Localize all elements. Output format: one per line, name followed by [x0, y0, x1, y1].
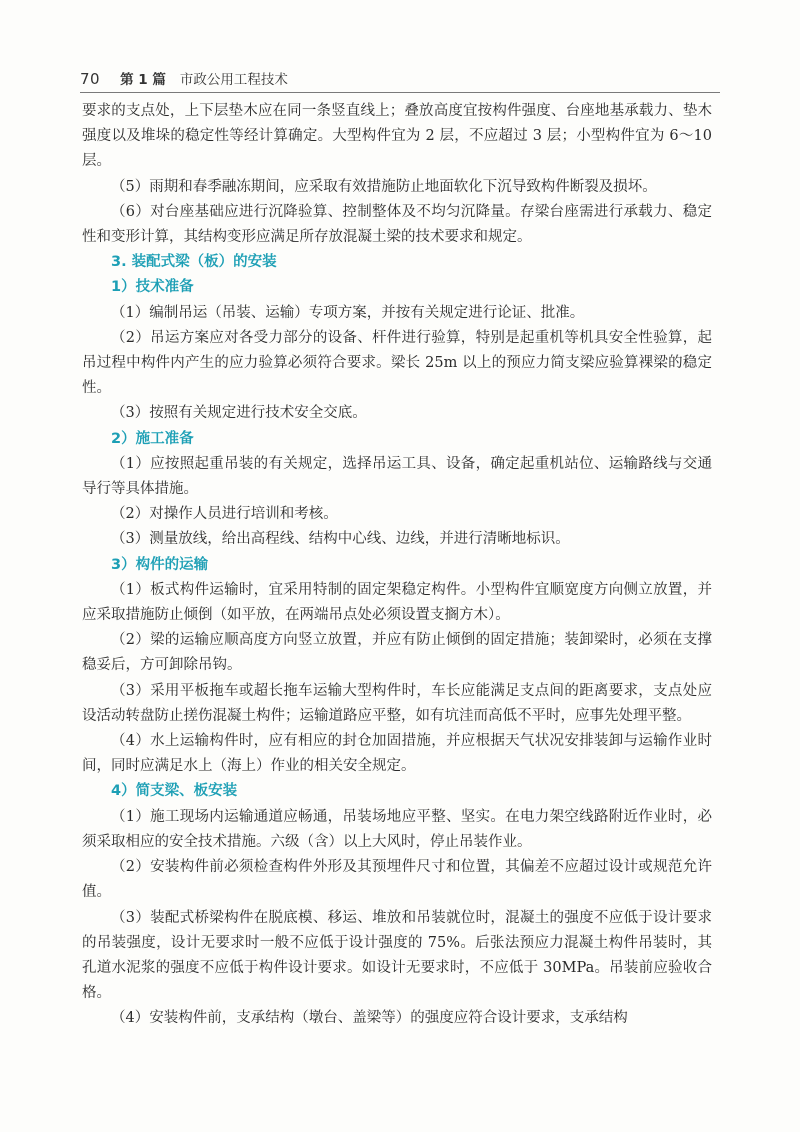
paragraph-item: （2）梁的运输应顺高度方向竖立放置，并应有防止倾倒的固定措施；装卸梁时，必须在支撑稳妥后，方可卸除吊钩。	[82, 632, 712, 674]
subheading-technical-prep: 1）技术准备	[111, 279, 194, 296]
page-number: 70	[80, 70, 101, 88]
paragraph-continued: 要求的支点处，上下层垫木应在同一条竖直线上；叠放高度宜按构件强度、台座地基承载力、垫木强度以及堆垛的稳定性等经计算确定。大型构件宜为 2 层，不应超过 3 层；小型构件宜为 6～10 层。	[82, 103, 712, 170]
page-header	[80, 62, 720, 88]
subheading-transport: 3）构件的运输	[111, 556, 209, 573]
paragraph-item: （2）对操作人员进行培训和考核。	[111, 506, 338, 523]
paragraph-item: （3）测量放线，给出高程线、结构中心线、边线，并进行清晰地标识。	[111, 531, 570, 548]
paragraph-item: （1）施工现场内运输通道应畅通，吊装场地应平整、坚实。在电力架空线路附近作业时，必须采取相应的安全技术措施。六级（含）以上大风时，停止吊装作业。	[82, 808, 712, 850]
paragraph-item: （4）水上运输构件时，应有相应的封仓加固措施，并应根据天气状况安排装卸与运输作业时间，同时应满足水上（海上）作业的相关安全规定。	[82, 733, 712, 775]
page-body	[82, 99, 712, 1032]
paragraph-item: （3）采用平板拖车或超长拖车运输大型构件时，车长应能满足支点间的距离要求，支点处应设活动转盘防止搓伤混凝土构件；运输道路应平整，如有坑洼而高低不平时，应事先处理平整。	[82, 682, 712, 724]
paragraph-item: （2）安装构件前必须检查构件外形及其预埋件尺寸和位置，其偏差不应超过设计或规范允许值。	[82, 859, 712, 901]
chapter-title: 市政公用工程技术	[179, 72, 288, 88]
header-divider	[80, 92, 720, 93]
paragraph-item: （1）板式构件运输时，宜采用特制的固定架稳定构件。小型构件宜顺宽度方向侧立放置，并应采取措施防止倾倒（如平放，在两端吊点处必须设置支搁方木）。	[82, 581, 712, 624]
subheading-construction-prep: 2）施工准备	[111, 430, 194, 447]
paragraph-item: （1）编制吊运（吊装、运输）专项方案，并按有关规定进行论证、批准。	[111, 304, 585, 321]
paragraph-item-5: （5）雨期和春季融冻期间，应采取有效措施防止地面软化下沉导致构件断裂及损坏。	[111, 178, 657, 195]
paragraph-item-6: （6）对台座基础应进行沉降验算、控制整体及不均匀沉降量。存梁台座需进行承载力、稳定性和变形计算，其结构变形应满足所存放混凝土梁的技术要求和规定。	[82, 203, 712, 246]
paragraph-item: （1）应按照起重吊装的有关规定，选择吊运工具、设备，确定起重机站位、运输路线与交通导行等具体措施。	[82, 455, 712, 498]
section-heading-3: 3. 装配式梁（板）的安装	[111, 254, 277, 271]
paragraph-item: （3）按照有关规定进行技术安全交底。	[111, 405, 367, 422]
paragraph-item: （4）安装构件前，支承结构（墩台、盖梁等）的强度应符合设计要求，支承结构	[111, 1010, 628, 1027]
chapter-label: 第 1 篇	[120, 72, 166, 88]
subheading-installation: 4）简支梁、板安装	[111, 783, 238, 800]
paragraph-item: （3）装配式桥梁构件在脱底模、移运、堆放和吊装就位时，混凝土的强度不应低于设计要求的吊装强度，设计无要求时一般不应低于设计强度的 75%。后张法预应力混凝土构件吊装时，其孔道水泥浆的强度不应低于构件设计要求。如设计无要求时，不应低于 30MPa。吊装前应验收合格。	[82, 909, 712, 1002]
paragraph-item: （2）吊运方案应对各受力部分的设备、杆件进行验算，特别是起重机等机具安全性验算，起吊过程中构件内产生的应力验算必须符合要求。梁长 25m 以上的预应力简支梁应验算裸梁的稳定性。	[82, 329, 712, 397]
